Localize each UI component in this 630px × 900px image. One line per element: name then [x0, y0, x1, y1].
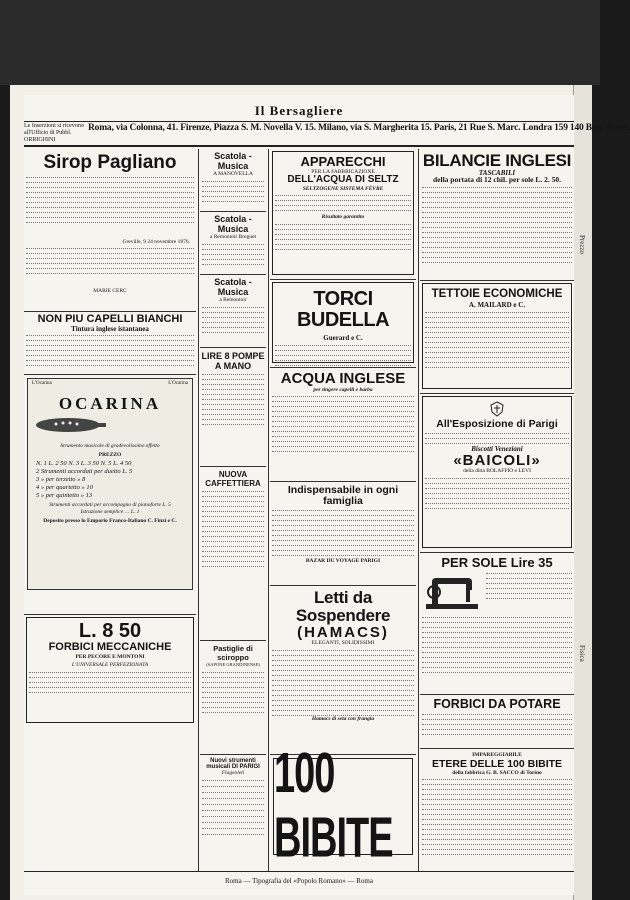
torci-ad — [270, 282, 416, 368]
scatola-3-subtitle: a Remontoir — [219, 297, 247, 303]
price-row: N. 1 L. 2 50 N. 3 L. 3 50 N. 5 L. 4 50 — [36, 460, 132, 467]
column-rule-1 — [198, 149, 199, 871]
baicoli-ad — [420, 396, 574, 553]
column-2 — [200, 149, 266, 869]
column-rule-3 — [418, 149, 419, 871]
capelli-text — [24, 335, 196, 366]
torci-title: TORCI BUDELLA — [296, 288, 390, 331]
esposizione-text — [423, 433, 571, 444]
price-row: 2 Strumenti accordati per duetto L. 5 — [36, 468, 133, 475]
footer-imprint: Roma — Tipografia del «Popolo Romano» — Roma — [225, 877, 373, 885]
ocarina-right-caption: L'Ocarina — [168, 381, 188, 386]
letti-title: Letti da Sospendere — [295, 588, 391, 625]
apparecchi-subtitle: PER LA FABBRICAZIONE — [311, 168, 375, 175]
caffettiera-ad — [200, 470, 266, 641]
forbici-meccaniche-subtitle: PER PECORE E MONTONI — [75, 653, 145, 660]
hamacs-subtitle: Hamacs di seta con frangia — [311, 715, 375, 722]
baicoli-biscotti: Biscotti Veneziani — [471, 445, 523, 454]
macchina-cucire-ad — [420, 556, 574, 695]
esposizione-title: All'Esposizione di Parigi — [436, 418, 558, 430]
tettoie-box — [422, 283, 572, 389]
seltz-ad — [270, 151, 416, 280]
column-rule-2 — [268, 149, 269, 871]
bibite-title: 100 BIBITE — [274, 742, 393, 870]
caffettiera-text — [200, 491, 266, 567]
baicoli-ditta: della ditta BOLAFFIO e LEVI — [463, 468, 531, 475]
baicoli-title: «BAICOLI» — [453, 451, 541, 469]
pagliano-date: Greville, 9 24 novembre 1876. — [122, 238, 190, 245]
pastiglie-title: Pastiglie di sciroppo — [213, 644, 253, 662]
acqua-title: ACQUA INGLESE — [280, 370, 406, 387]
forbici-price: L. 8 50 — [78, 620, 142, 642]
scatola-2-text — [200, 244, 266, 265]
capelli-subtitle: Tintura inglese istantanea — [71, 324, 149, 333]
tettoie-maker: A. MAILARD e C. — [468, 301, 526, 310]
forbici-meccaniche-text — [27, 672, 193, 693]
scan-top-band — [0, 0, 600, 85]
scatola-2-title: Scatola - Musica — [214, 214, 252, 234]
etere-ad — [420, 752, 574, 882]
scatola-breguet-ad — [200, 214, 266, 275]
seltz-garantito: Risultato garantito — [321, 214, 365, 221]
scatola-1-subtitle: A MANOVELLA — [213, 171, 253, 177]
acqua-subtitle: per tingere capelli e barba — [313, 386, 373, 393]
price-row: 5 » per quintetto » 13 — [36, 492, 93, 499]
etere-subtitle: della fabbrica G. B. SACCO di Torino — [452, 769, 542, 776]
etere-text — [420, 779, 574, 855]
scatola-1-text — [200, 181, 266, 202]
ocarina-illustration-icon — [28, 416, 108, 434]
scatola-3-title: Scatola - Musica — [214, 277, 252, 297]
pagliano-letter — [24, 248, 196, 288]
seltz-text — [273, 195, 413, 211]
pastiglie-subtitle: (SAPONE GRANDINENSE) — [206, 662, 260, 667]
tettoie-ad — [420, 283, 574, 394]
bibite-box — [273, 742, 413, 870]
column-4 — [420, 149, 574, 869]
capelli-title: NON PIU CAPELLI BIANCHI — [37, 313, 183, 325]
pagliano-title: Sirop Pagliano — [43, 152, 177, 173]
newspaper-page — [10, 85, 630, 900]
sewing-machine-icon — [422, 572, 482, 612]
scatola-remontoir-ad — [200, 277, 266, 348]
acqua-inglese-ad — [270, 371, 416, 482]
capelli-ad — [24, 314, 196, 375]
indispensabile-title: Indispensabile in ogni famiglia — [287, 484, 399, 508]
persole-title: PER SOLE Lire 35 — [441, 555, 553, 570]
seltz-subtitle: SELTZOGENE SISTEMA FÈVRE — [302, 185, 384, 192]
scatola-manovella-ad — [200, 151, 266, 212]
etere-title: ETERE DELLE 100 BIBITE — [431, 757, 563, 770]
agencies-intro: Le Inserzioni si ricevono all'Ufficio di Pubbl. ORRIGHINI — [24, 123, 84, 143]
forbici-potare-title: FORBICI DA POTARE — [433, 697, 561, 711]
ocarina-price-label: PREZZO — [98, 451, 122, 458]
pompe-text — [200, 374, 266, 425]
forbici-potare-text — [420, 714, 574, 735]
acqua-text — [270, 396, 416, 452]
strumenti-text — [200, 780, 266, 835]
pagliano-text — [24, 177, 196, 239]
price-row: 4 » per quartetto » 10 — [36, 484, 93, 491]
scatola-2-subtitle: a Remontoir Breguet — [209, 234, 257, 240]
ocarina-methods: Strumenti accordati per accompagno di pianoforte L. 5 — [49, 502, 171, 508]
bilancie-ad — [420, 152, 574, 281]
right-margin-strip: Prezzo Fisica — [573, 85, 592, 900]
seltz-box — [272, 151, 414, 275]
bilancie-tascabili: TASCABILI — [478, 168, 516, 177]
forbici-meccaniche-box — [26, 617, 194, 723]
torci-box — [272, 282, 414, 363]
column-1 — [24, 149, 196, 869]
ocarina-deposito: Deposito presso lo Emporio Franco-Italiano C. Finzi e C. — [43, 518, 177, 524]
bilancie-text — [420, 187, 574, 263]
forbici-meccaniche-title: FORBICI MECCANICHE — [48, 641, 172, 653]
seltz-title: DELL'ACQUA DI SELTZ — [287, 174, 399, 186]
tettoie-title: TETTOIE ECONOMICHE — [431, 288, 563, 300]
crest-icon — [489, 401, 505, 417]
letti-text — [270, 650, 416, 716]
column-3 — [270, 149, 416, 869]
etere-impareggiabile: IMPAREGGIABILE — [472, 752, 522, 758]
pompe-ad — [200, 351, 266, 467]
agencies-line — [24, 123, 630, 143]
ocarina-ad — [24, 378, 196, 615]
ocarina-left-caption: L'Ocarina — [32, 381, 52, 386]
torci-text — [273, 345, 413, 366]
ocarina-istruzione: Istruzione semplice … L. 1 — [80, 508, 140, 515]
baicoli-box — [422, 396, 572, 548]
pastiglie-text — [200, 672, 266, 713]
strumenti-ad — [200, 758, 266, 893]
bilancie-title: BILANCIE INGLESI — [422, 151, 572, 170]
strumenti-flauti: Flageoleti — [221, 770, 245, 776]
masthead-title: Il Bersagliere — [254, 103, 344, 118]
ocarina-description: Strumento musicale di gradevolissimo effetto — [60, 443, 160, 449]
ocarina-title: OCARINA — [58, 394, 162, 413]
pompe-title: LIRE 8 POMPE A MANO — [201, 351, 265, 371]
caffettiera-title: NUOVA CAFFETTIERA — [205, 470, 261, 488]
bazar-label: BAZAR DU VOYAGE PARIGI — [305, 558, 381, 565]
seltz-prices — [273, 224, 413, 250]
masthead-rule — [24, 121, 574, 122]
ocarina-price-list — [28, 460, 192, 500]
apparecchi-title: APPARECCHI — [300, 154, 386, 169]
pagliano-ad — [24, 153, 196, 312]
footer-rule — [24, 871, 574, 872]
forbici-meccaniche-ad — [24, 617, 196, 727]
torci-maker: Guerard e C. — [323, 334, 363, 342]
header-rule — [24, 145, 574, 147]
ocarina-box — [27, 378, 193, 590]
pastiglie-ad — [200, 644, 266, 755]
strumenti-title: Nuovi strumenti musicali DI PARIGI — [206, 758, 260, 770]
bilancie-portata: della portata di 12 chil. per sole L. 2. 50. — [433, 175, 561, 185]
scatola-3-text — [200, 307, 266, 333]
forbici-meccaniche-note: L'UNIVERSALE PERFEZIONATA — [71, 662, 149, 669]
hamacs-title: (HAMACS) — [297, 623, 389, 641]
indispensabile-ad — [270, 485, 416, 586]
tettoie-text — [423, 312, 571, 368]
macchina-text-2 — [420, 617, 574, 673]
agencies-main: Roma, via Colonna, 41. Firenze, Piazza S. M. Novella V. 15. Milano, via S. Margherita 15. Paris, 21 Rue S. Marc. Londra 159 140 Beet Street. — [88, 123, 630, 133]
forbici-potare-ad — [420, 698, 574, 749]
hamacs-eleganti: ELEGANTI, SOLIDISSIMI — [311, 640, 375, 647]
letti-ad — [270, 589, 416, 755]
pagliano-signature: MARIE CERC — [93, 288, 127, 295]
baicoli-text — [423, 478, 571, 509]
scatola-1-title: Scatola - Musica — [214, 151, 252, 171]
indispensabile-text — [270, 510, 416, 556]
price-row: 3 » per terzetto » 8 — [36, 476, 86, 483]
macchina-text — [484, 570, 574, 614]
bibite-ad — [270, 742, 416, 870]
